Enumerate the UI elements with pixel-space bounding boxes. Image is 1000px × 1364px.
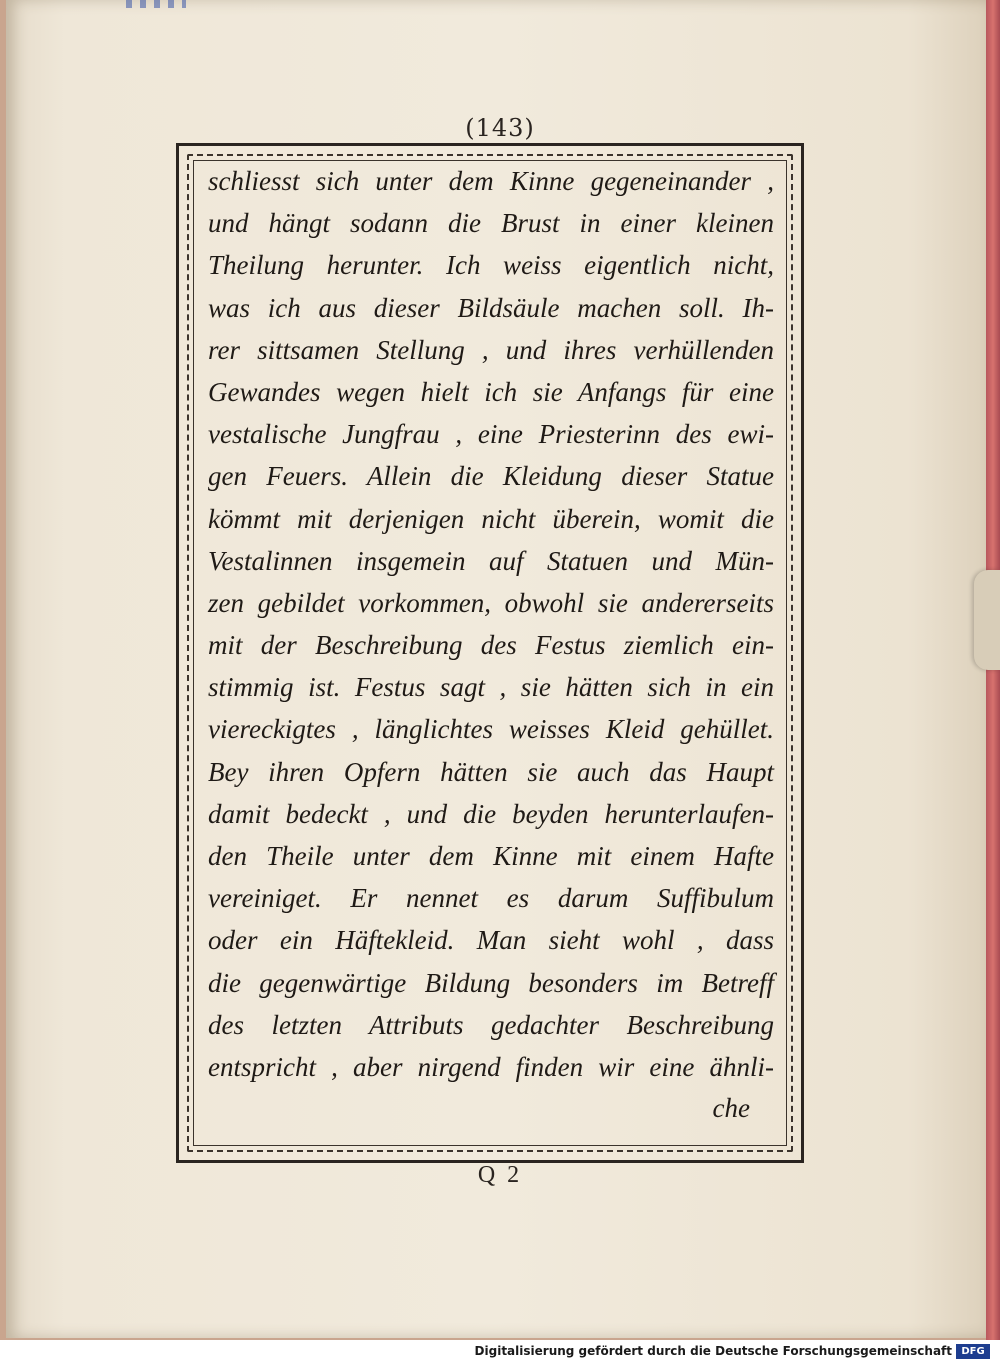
book-edge	[986, 0, 1000, 1340]
text-line: Theilung herunter. Ich weiss eigentlich nicht,	[208, 250, 774, 281]
binding-marks	[126, 0, 186, 8]
text-line: vereiniget. Er nennet es darum Suffibulum	[208, 883, 774, 914]
page-number: (143)	[465, 114, 535, 142]
digitization-credit: Digitalisierung gefördert durch die Deutsche Forschungsgemeinschaft	[474, 1344, 952, 1358]
text-line: vestalische Jungfrau , eine Priesterinn des ewi-	[208, 419, 774, 450]
text-line: und hängt sodann die Brust in einer kleinen	[208, 208, 774, 239]
page-tab	[974, 570, 1000, 670]
text-line: stimmig ist. Festus sagt , sie hätten sich in ein	[208, 672, 774, 703]
text-line: entspricht , aber nirgend finden wir eine ähnli-	[208, 1051, 774, 1082]
text-line: damit bedeckt , und die beyden herunterlaufen-	[208, 798, 774, 829]
dfg-logo: DFG	[956, 1344, 990, 1359]
text-line: Vestalinnen insgemein auf Statuen und Mün-	[208, 545, 774, 576]
text-line: die gegenwärtige Bildung besonders im Betreff	[208, 967, 774, 998]
text-line: den Theile unter dem Kinne mit einem Hafte	[208, 841, 774, 871]
text-line: was ich aus dieser Bildsäule machen soll. Ih-	[208, 292, 774, 323]
signature-mark: Q 2	[477, 1162, 523, 1188]
text-line: des letzten Attributs gedachter Beschreibung	[208, 1009, 774, 1040]
text-line: oder ein Häftekleid. Man sieht wohl , dass	[208, 925, 774, 956]
text-line: gen Feuers. Allein die Kleidung dieser Statue	[208, 461, 774, 492]
body-text	[208, 160, 774, 1088]
text-line: rer sittsamen Stellung , und ihres verhüllenden	[208, 334, 774, 365]
text-line: zen gebildet vorkommen, obwohl sie andererseits	[208, 587, 774, 618]
text-line: Bey ihren Opfern hätten sie auch das Haupt	[208, 756, 774, 787]
text-line: schliesst sich unter dem Kinne gegeneinander ,	[208, 166, 774, 196]
text-line: kömmt mit derjenigen nicht überein, womit die	[208, 503, 774, 534]
text-line: Gewandes wegen hielt ich sie Anfangs für eine	[208, 376, 774, 407]
catchword: che	[712, 1093, 750, 1123]
text-line: viereckigtes , länglichtes weisses Kleid gehüllet.	[208, 714, 774, 745]
text-line: mit der Beschreibung des Festus ziemlich ein-	[208, 630, 774, 661]
